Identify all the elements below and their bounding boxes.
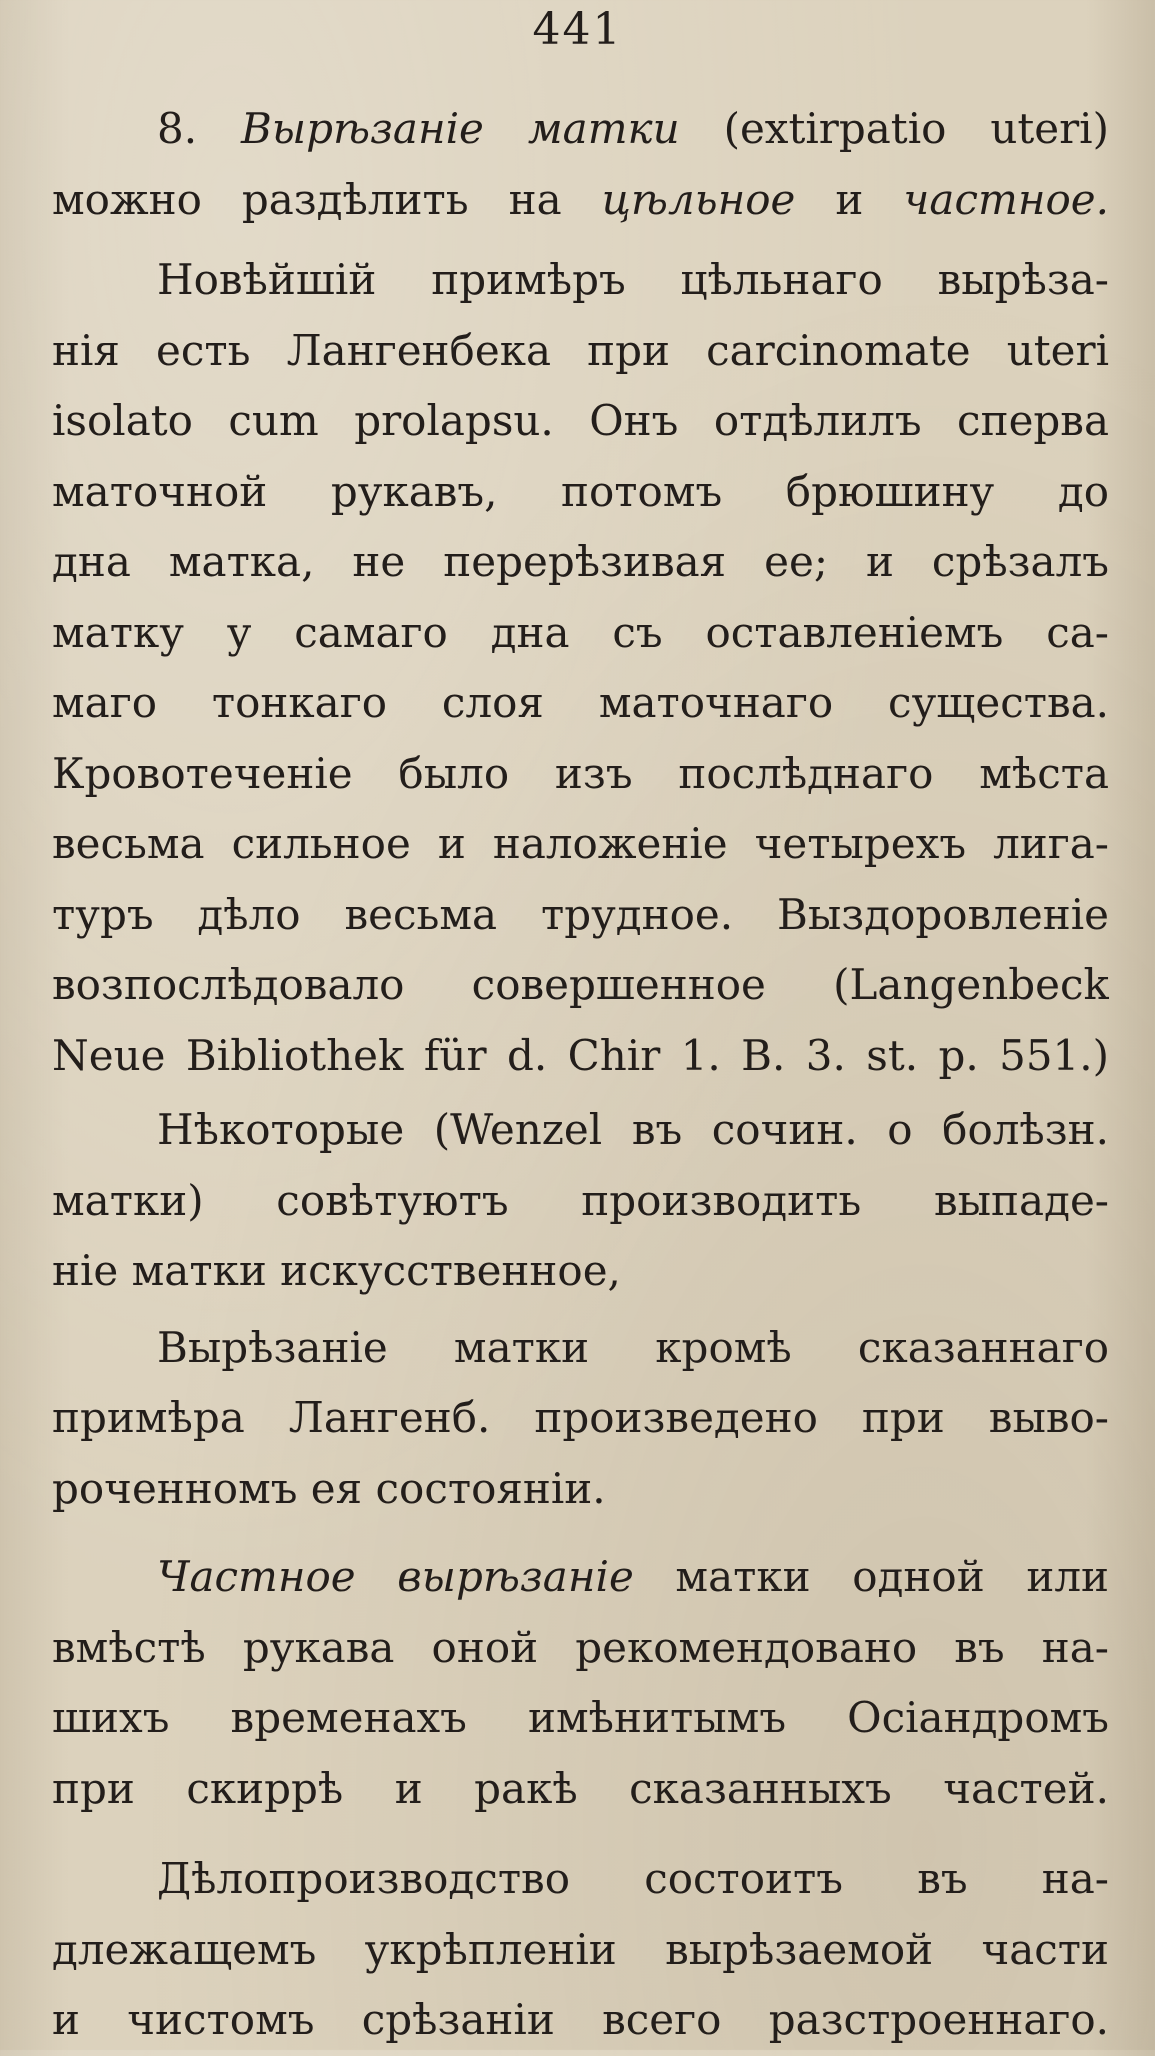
italic-text: частное.	[903, 174, 1109, 224]
text-run: (extirpatio uteri)	[679, 104, 1109, 153]
text-line	[52, 1754, 1109, 1825]
text-run: 8.	[157, 104, 241, 153]
text-run: маго тонкаго слоя маточнаго существа.	[52, 678, 1109, 727]
text-line	[52, 245, 1109, 316]
text-run: роченномъ ея состояніи.	[52, 1463, 606, 1513]
text-line	[52, 1683, 1109, 1754]
text-run: и чистомъ срѣзаніи всего разстроеннаго.	[52, 1995, 1109, 2044]
paragraph	[52, 1095, 1109, 1307]
italic-text: Частное вырѣзаніе	[157, 1552, 634, 1601]
paragraph	[52, 1844, 1109, 2056]
paragraph	[52, 1313, 1109, 1525]
paragraph	[52, 1542, 1109, 1824]
text-run: Neue Bibliothek für d. Chir 1. B. 3. st. p. 551.)	[52, 1030, 1109, 1080]
text-run: весьма сильное и наложеніе четырехъ лига-	[52, 819, 1109, 868]
text-line	[52, 1313, 1109, 1384]
text-run: при скиррѣ и ракѣ сказанныхъ частей.	[52, 1763, 1109, 1813]
text-run: вмѣстѣ рукава оной рекомендовано въ на-	[52, 1622, 1109, 1672]
text-line	[52, 1985, 1109, 2056]
text-line	[52, 1166, 1109, 1237]
paragraph-gap	[52, 1824, 1109, 1844]
text-line	[52, 668, 1109, 739]
text-run: шихъ временахъ имѣнитымъ Осіандромъ	[52, 1693, 1109, 1742]
text-run: и	[795, 174, 904, 224]
text-line	[52, 598, 1109, 669]
italic-text: Вырѣзаніе матки	[241, 104, 680, 153]
text-run: ніе матки искусственное,	[52, 1246, 621, 1295]
text-line	[52, 94, 1109, 165]
text-line	[52, 1613, 1109, 1684]
paragraph-gap	[52, 1524, 1109, 1542]
text-run: Дѣлопроизводство состоитъ въ на-	[157, 1854, 1109, 1903]
text-line	[52, 457, 1109, 528]
text-line	[52, 527, 1109, 598]
text-run: матку у самаго дна съ оставленіемъ са-	[52, 607, 1109, 657]
text-line	[52, 1915, 1109, 1986]
text-line	[52, 1542, 1109, 1613]
text-line	[52, 386, 1109, 457]
text-run: маточной рукавъ, потомъ брюшину до	[52, 466, 1109, 516]
text-line	[52, 880, 1109, 951]
text-run: можно раздѣлить на	[52, 174, 602, 224]
text-run: примѣра Лангенб. произведено при выво-	[52, 1393, 1109, 1442]
text-run: Вырѣзаніе матки кромѣ сказаннаго	[157, 1322, 1109, 1372]
text-line	[52, 950, 1109, 1021]
text-run: дна матка, не перерѣзивая ее; и срѣзалъ	[52, 537, 1109, 586]
text-run: Кровотеченіе было изъ послѣднаго мѣста	[52, 748, 1109, 798]
text-run: матки одной или	[633, 1552, 1109, 1601]
text-line	[52, 1844, 1109, 1915]
text-run: туръ дѣло весьма трудное. Выздоровленіе	[52, 889, 1109, 939]
text-line	[52, 1021, 1109, 1092]
text-body	[52, 94, 1109, 2056]
text-line	[52, 1236, 1109, 1307]
paragraph-gap	[52, 235, 1109, 245]
text-line	[52, 165, 1109, 236]
text-run: возпослѣдовало совершенное (Langenbeck	[52, 960, 1109, 1009]
paragraph	[52, 245, 1109, 1091]
italic-text: цѣльное	[601, 174, 796, 224]
text-line	[52, 1454, 1109, 1525]
text-line	[52, 1383, 1109, 1454]
text-run: isolato cum prolapsu. Онъ отдѣлилъ сперва	[52, 396, 1109, 445]
text-run: матки) совѣтуютъ производить выпаде-	[52, 1175, 1109, 1225]
text-line	[52, 809, 1109, 880]
text-line	[52, 316, 1109, 387]
text-line	[52, 1095, 1109, 1166]
paragraph	[52, 94, 1109, 235]
page-number: 441	[532, 4, 623, 55]
text-run: Новѣйшій примѣръ цѣльнаго вырѣза-	[157, 255, 1109, 304]
text-line	[52, 739, 1109, 810]
text-run: Нѣкоторые (Wenzel въ сочин. о болѣзн.	[157, 1105, 1109, 1154]
text-run: длежащемъ укрѣпленіи вырѣзаемой части	[52, 1924, 1109, 1974]
text-run: нія есть Лангенбека при carcinomate uteri	[52, 325, 1109, 375]
